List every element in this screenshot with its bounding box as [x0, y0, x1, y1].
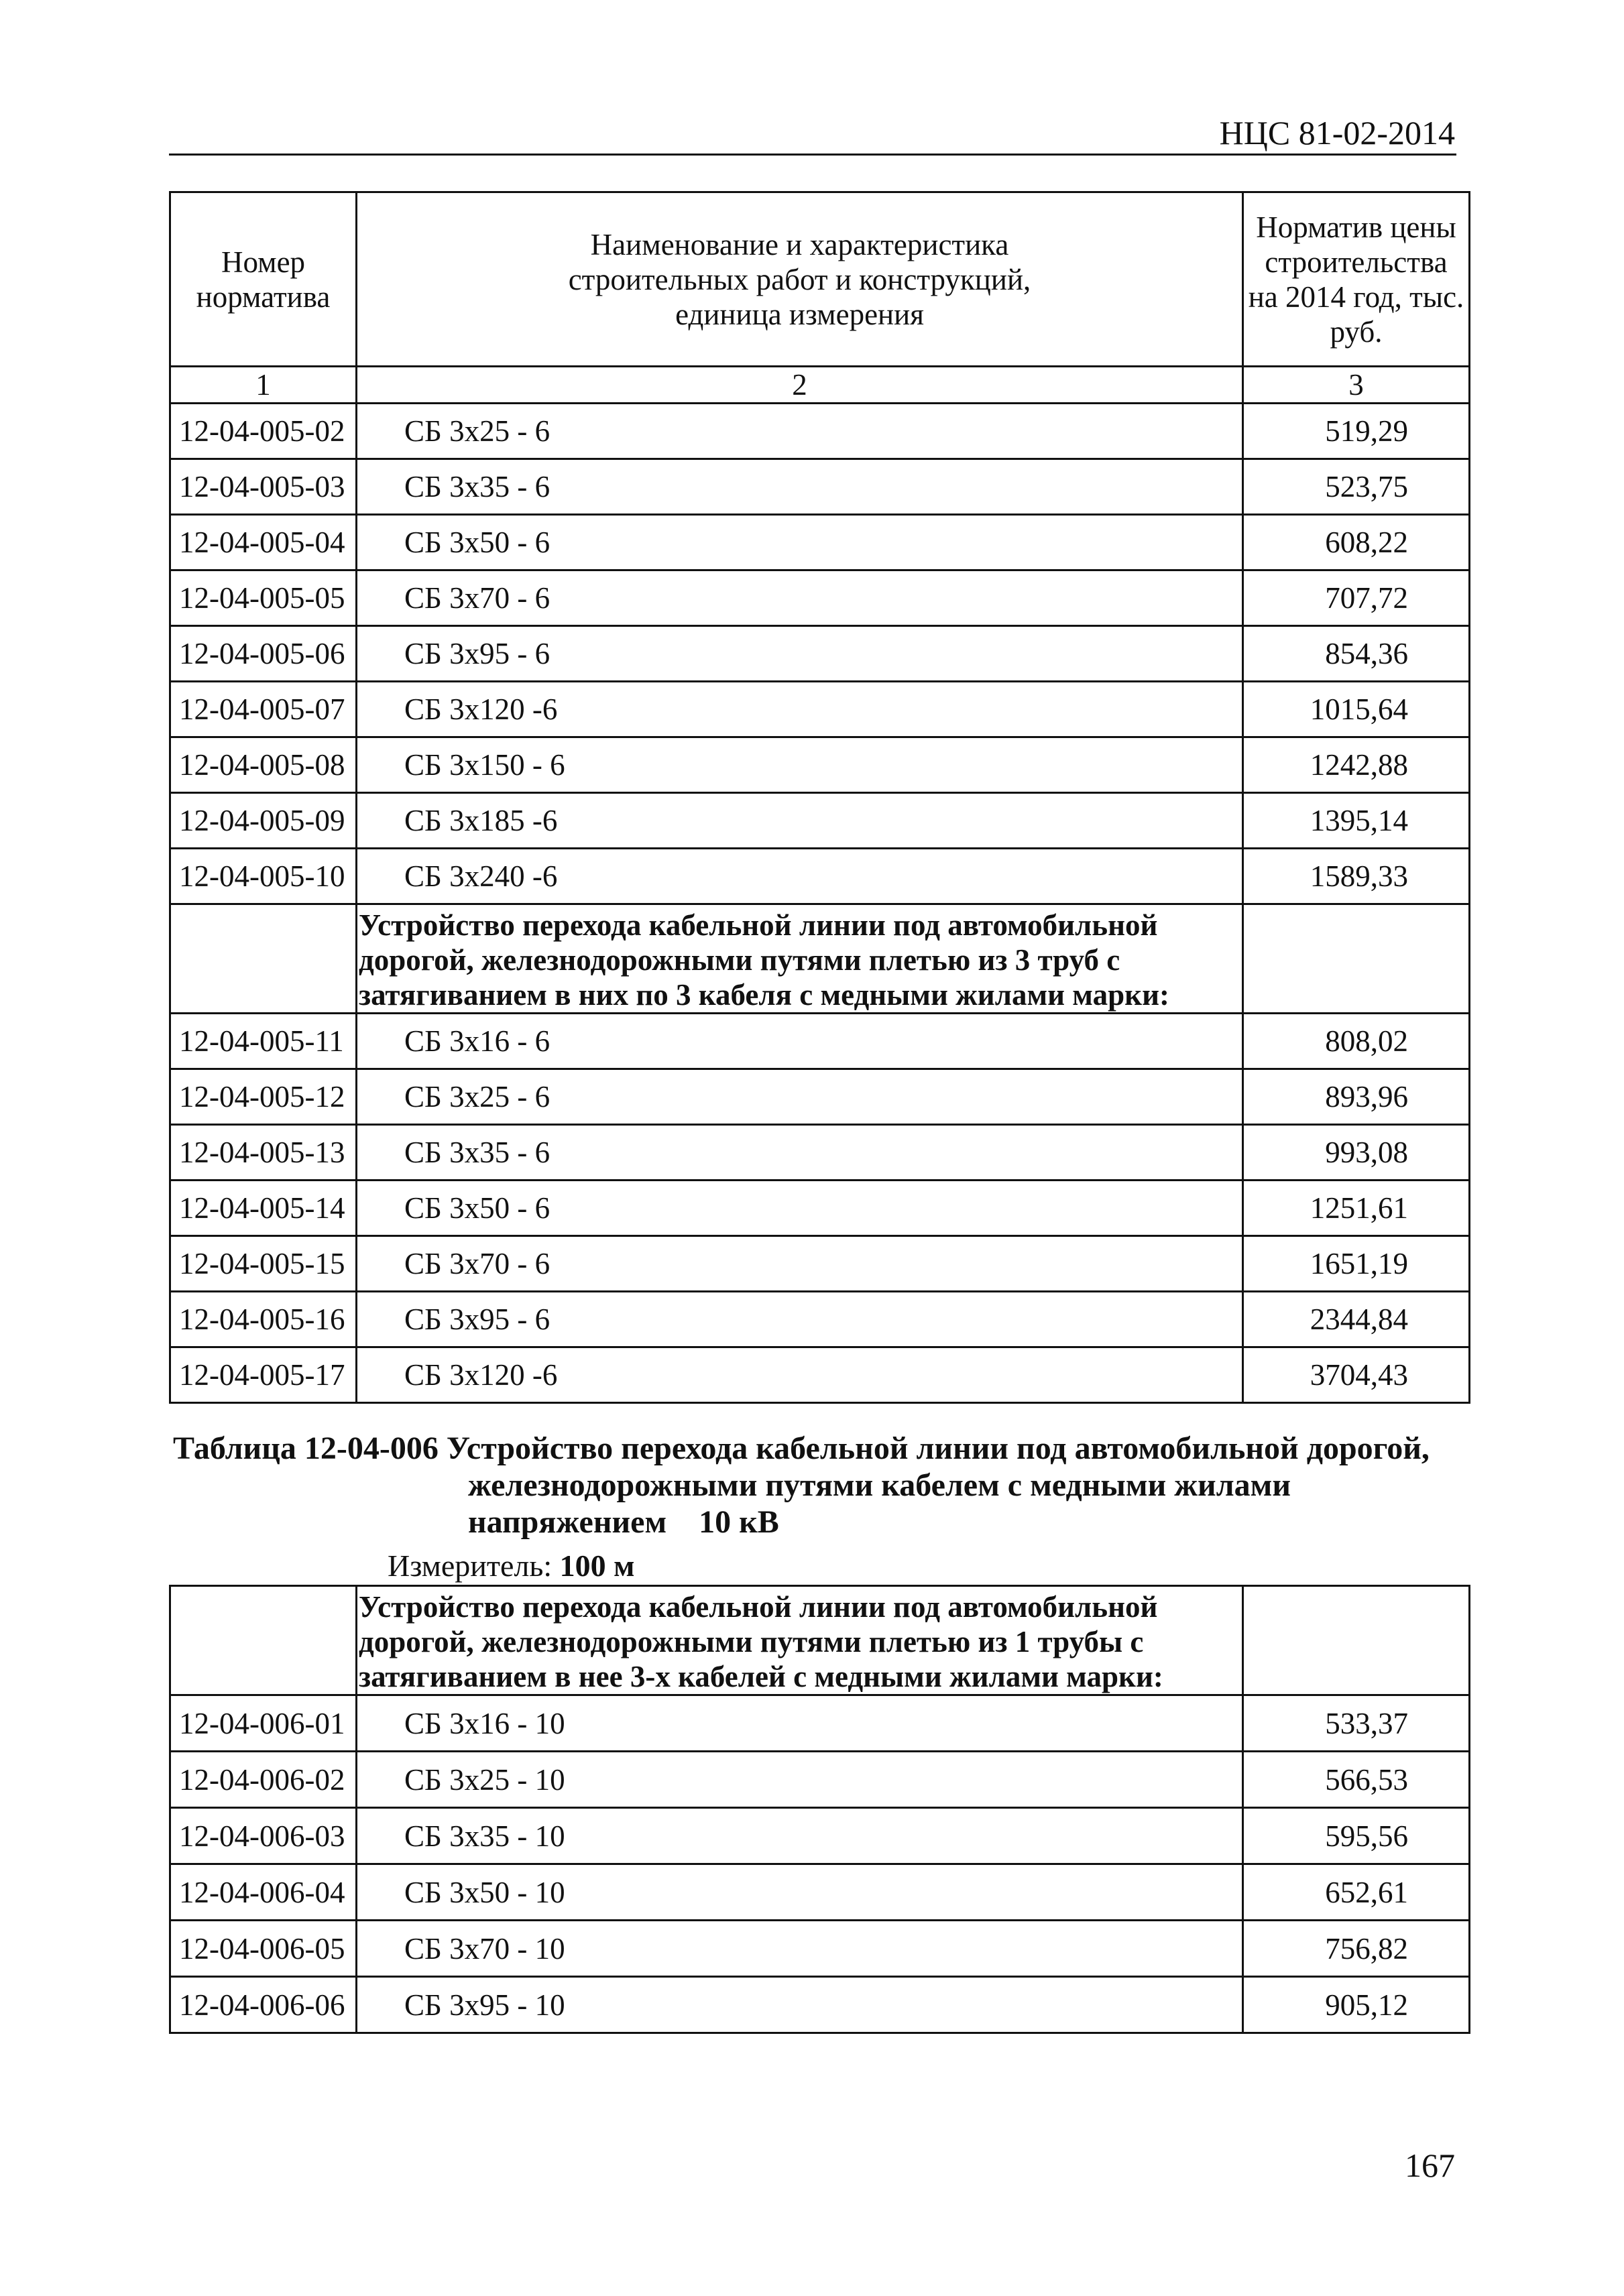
table-row [170, 737, 1470, 793]
norm-code: 12-04-005-10 [170, 849, 357, 904]
column-number-row [170, 367, 1470, 404]
price-value: 652,61 [1243, 1864, 1470, 1921]
price-value: 905,12 [1243, 1977, 1470, 2033]
work-name: СБ 3х35 - 10 [357, 1808, 1243, 1864]
work-name: СБ 3х185 -6 [357, 793, 1243, 849]
price-value: 707,72 [1243, 570, 1470, 626]
unit-label: Измеритель: [388, 1549, 553, 1583]
price-value: 808,02 [1243, 1014, 1470, 1069]
header-rule [169, 154, 1456, 156]
page-number: 167 [1405, 2147, 1455, 2184]
norm-code: 12-04-006-05 [170, 1921, 357, 1977]
norm-code: 12-04-005-17 [170, 1347, 357, 1403]
table-row [170, 1695, 1470, 1752]
norm-code: 12-04-005-02 [170, 404, 357, 459]
work-name: СБ 3х16 - 10 [357, 1695, 1243, 1752]
price-value: 1395,14 [1243, 793, 1470, 849]
header-norm-number: Номер норматива [170, 192, 357, 367]
table-row [170, 1014, 1470, 1069]
norm-code: 12-04-005-05 [170, 570, 357, 626]
price-value: 1251,61 [1243, 1181, 1470, 1236]
table-row [170, 459, 1470, 515]
group-heading-row [170, 1586, 1470, 1695]
price-value: 756,82 [1243, 1921, 1470, 1977]
table-row [170, 1181, 1470, 1236]
norm-code: 12-04-005-13 [170, 1125, 357, 1181]
table-row [170, 1347, 1470, 1403]
table-row [170, 404, 1470, 459]
work-name: СБ 3х70 - 6 [357, 570, 1243, 626]
work-name: СБ 3х50 - 6 [357, 1181, 1243, 1236]
price-value: 566,53 [1243, 1752, 1470, 1808]
work-name: СБ 3х35 - 6 [357, 1125, 1243, 1181]
table-row [170, 1292, 1470, 1347]
table-row [170, 1808, 1470, 1864]
norm-code: 12-04-005-09 [170, 793, 357, 849]
norms-table-005 [169, 191, 1470, 1404]
norm-code: 12-04-006-02 [170, 1752, 357, 1808]
norm-code: 12-04-005-06 [170, 626, 357, 682]
norm-code: 12-04-005-08 [170, 737, 357, 793]
group-heading: Устройство перехода кабельной линии под автомобильной дорогой, железнодорожными путями плетью из 1 трубы с затягиванием в нее 3-х кабелей с медными жилами марки: [357, 1586, 1243, 1695]
work-name: СБ 3х35 - 6 [357, 459, 1243, 515]
table-row [170, 626, 1470, 682]
work-name: СБ 3х25 - 6 [357, 404, 1243, 459]
column-number: 3 [1243, 367, 1470, 404]
norm-code: 12-04-005-12 [170, 1069, 357, 1125]
work-name: СБ 3х120 -6 [357, 682, 1243, 737]
work-name: СБ 3х95 - 10 [357, 1977, 1243, 2033]
work-name: СБ 3х25 - 10 [357, 1752, 1243, 1808]
work-name: СБ 3х50 - 10 [357, 1864, 1243, 1921]
price-value: 595,56 [1243, 1808, 1470, 1864]
caption-line: напряжением 10 кВ [468, 1504, 779, 1540]
unit-of-measure [388, 1547, 634, 1585]
price-value: 3704,43 [1243, 1347, 1470, 1403]
price-value: 893,96 [1243, 1069, 1470, 1125]
table-row [170, 793, 1470, 849]
caption-line: железнодорожными путями кабелем с медными жилами [468, 1467, 1291, 1503]
price-value: 1015,64 [1243, 682, 1470, 737]
table-row [170, 1125, 1470, 1181]
norm-code: 12-04-005-15 [170, 1236, 357, 1292]
table-row [170, 1069, 1470, 1125]
work-name: СБ 3х50 - 6 [357, 515, 1243, 570]
work-name: СБ 3х16 - 6 [357, 1014, 1243, 1069]
unit-value: 100 м [559, 1549, 635, 1583]
norm-code: 12-04-005-11 [170, 1014, 357, 1069]
norm-code: 12-04-005-03 [170, 459, 357, 515]
table-row [170, 515, 1470, 570]
price-value: 519,29 [1243, 404, 1470, 459]
price-value: 2344,84 [1243, 1292, 1470, 1347]
price-value: 523,75 [1243, 459, 1470, 515]
table-row [170, 1864, 1470, 1921]
table-row [170, 1921, 1470, 1977]
price-value: 533,37 [1243, 1695, 1470, 1752]
price-value: 1589,33 [1243, 849, 1470, 904]
column-number: 1 [170, 367, 357, 404]
group-heading: Устройство перехода кабельной линии под автомобильной дорогой, железнодорожными путями плетью из 3 труб с затягиванием в них по 3 кабеля с медными жилами марки: [357, 904, 1243, 1014]
work-name: СБ 3х240 -6 [357, 849, 1243, 904]
table-row [170, 1236, 1470, 1292]
price-value: 1242,88 [1243, 737, 1470, 793]
table-caption [173, 1430, 1460, 1540]
work-name: СБ 3х95 - 6 [357, 626, 1243, 682]
norm-code: 12-04-005-14 [170, 1181, 357, 1236]
price-value: 854,36 [1243, 626, 1470, 682]
table-row [170, 682, 1470, 737]
price-value: 1651,19 [1243, 1236, 1470, 1292]
caption-line: Таблица 12-04-006 Устройство перехода кабельной линии под автомобильной дорогой, [173, 1431, 1430, 1466]
work-name: СБ 3х70 - 10 [357, 1921, 1243, 1977]
work-name: СБ 3х25 - 6 [357, 1069, 1243, 1125]
norm-code: 12-04-006-01 [170, 1695, 357, 1752]
table-row [170, 849, 1470, 904]
work-name: СБ 3х95 - 6 [357, 1292, 1243, 1347]
norm-code: 12-04-006-03 [170, 1808, 357, 1864]
document-code: НЦС 81-02-2014 [1219, 114, 1455, 152]
norm-code: 12-04-005-16 [170, 1292, 357, 1347]
work-name: СБ 3х70 - 6 [357, 1236, 1243, 1292]
price-value: 993,08 [1243, 1125, 1470, 1181]
table-row [170, 1752, 1470, 1808]
norm-code: 12-04-006-06 [170, 1977, 357, 2033]
norms-table-006 [169, 1585, 1470, 2034]
norm-code: 12-04-006-04 [170, 1864, 357, 1921]
work-name: СБ 3х150 - 6 [357, 737, 1243, 793]
group-heading-row [170, 904, 1470, 1014]
work-name: СБ 3х120 -6 [357, 1347, 1243, 1403]
column-number: 2 [357, 367, 1243, 404]
table-row [170, 1977, 1470, 2033]
table-header-row [170, 192, 1470, 367]
norm-code: 12-04-005-04 [170, 515, 357, 570]
table-row [170, 570, 1470, 626]
header-price: Норматив цены строительства на 2014 год, тыс. руб. [1243, 192, 1470, 367]
price-value: 608,22 [1243, 515, 1470, 570]
norm-code: 12-04-005-07 [170, 682, 357, 737]
header-work-description: Наименование и характеристика строительных работ и конструкций, единица измерения [357, 192, 1243, 367]
